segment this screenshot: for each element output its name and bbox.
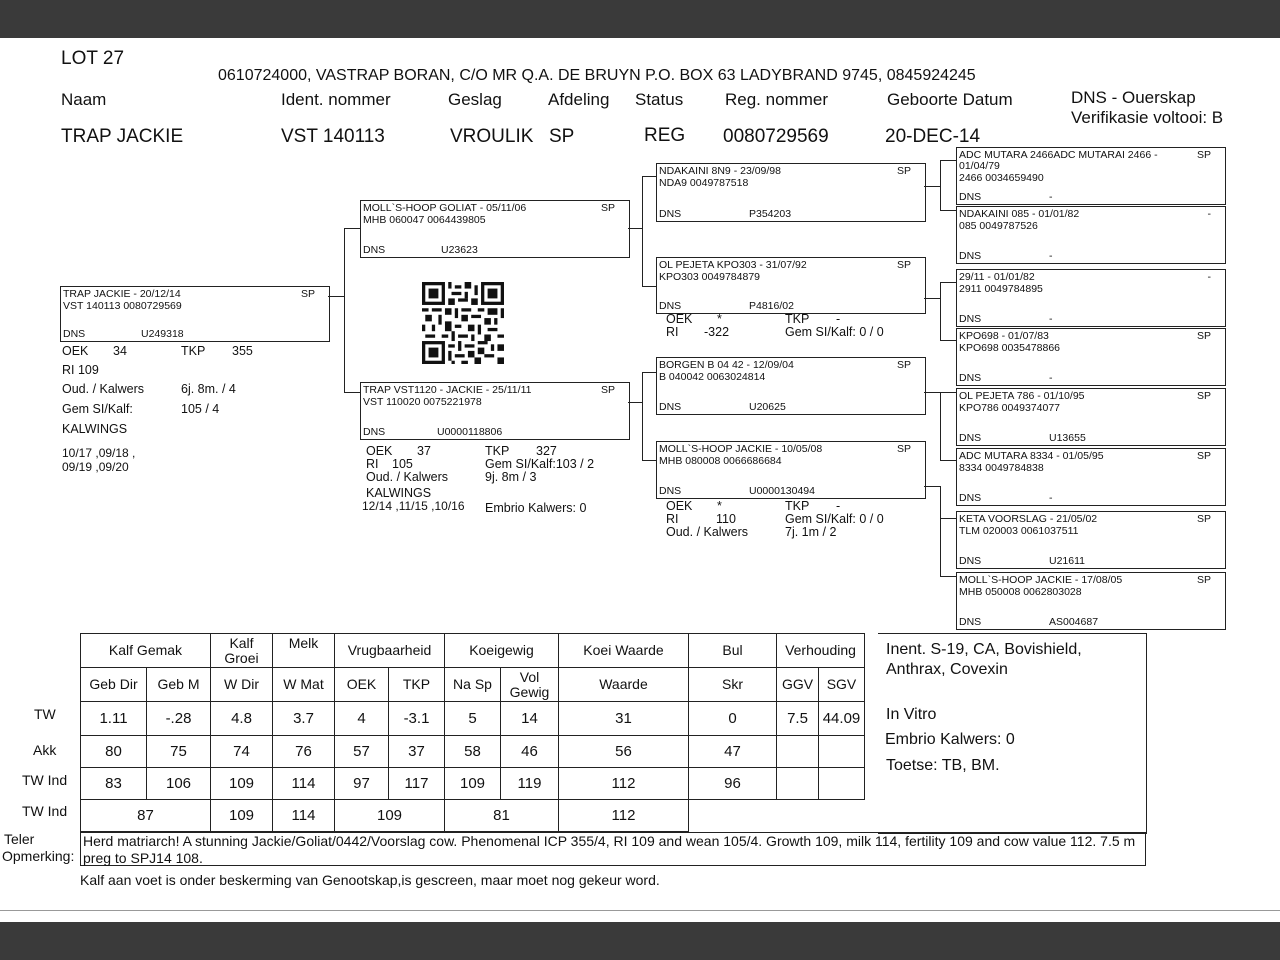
gp-dns-value: U0000130494: [749, 485, 815, 497]
connector-line: [344, 392, 360, 393]
gp-dns-value: U20625: [749, 401, 786, 413]
ggp-name: KPO698 - 01/07/83: [959, 330, 1049, 342]
twind-group-cell: 114: [273, 800, 335, 832]
sire-dns-label: DNS: [363, 244, 386, 256]
tw-cell: 5: [445, 702, 501, 736]
connector-line: [344, 228, 345, 392]
tw-cell: 3.7: [273, 702, 335, 736]
dam-tkp-value: 327: [536, 444, 557, 458]
gp-id: NDA9 0049787518: [659, 177, 749, 189]
connector-line: [924, 486, 940, 487]
sub-header: GGV: [777, 668, 819, 702]
tw-cell: 44.09: [819, 702, 865, 736]
twind-group-cell: 109: [211, 800, 273, 832]
gp-tkp-label: TKP: [785, 499, 810, 513]
ggp-id: KPO786 0049374077: [959, 402, 1061, 414]
akk-cell: 74: [211, 736, 273, 768]
animal-kalwings-2: 09/19 ,09/20: [62, 460, 129, 474]
gp-oek-label: OEK: [666, 499, 693, 513]
ggp-dns-label: DNS: [959, 432, 982, 444]
gp-sp: SP: [896, 259, 911, 271]
gp-name: BORGEN B 04 42 - 12/09/04: [659, 359, 794, 371]
ggp-dns-label: DNS: [959, 191, 982, 203]
sub-header: Na Sp: [445, 668, 501, 702]
gp-oek-value: *: [717, 312, 722, 326]
ggp-dns-value: U13655: [1049, 432, 1086, 444]
dam-oek-label: OEK: [366, 444, 393, 458]
inent-text: Inent. S-19, CA, Bovishield, Anthrax, Covexin: [886, 641, 1082, 678]
twind-cell: 119: [501, 768, 559, 800]
gp-id: KPO303 0049784879: [659, 271, 761, 283]
header-geslag: Geslag: [448, 90, 502, 109]
ggp-sp: SP: [1196, 574, 1211, 586]
top-bar: [0, 0, 1280, 38]
dam-oud-value: 9j. 8m / 3: [485, 470, 537, 484]
gp-sp: SP: [896, 165, 911, 177]
row-label-akk: Akk: [33, 742, 57, 758]
footnote: Kalf aan voet is onder beskerming van Genootskap,is gescreen, maar moet nog gekeur word.: [80, 872, 660, 888]
connector-line: [940, 486, 941, 576]
header-ident: Ident. nommer: [281, 90, 391, 109]
ggp-dns-label: DNS: [959, 492, 982, 504]
ggp-id: TLM 020003 0061037511: [959, 525, 1079, 537]
group-header: Vrugbaarheid: [335, 634, 445, 668]
ggp-sp: SP: [1196, 513, 1211, 525]
gp-tkp-label: TKP: [785, 312, 810, 326]
ggp-sp: -: [1207, 271, 1211, 283]
value-reg: 0080729569: [723, 126, 829, 147]
akk-cell: 58: [445, 736, 501, 768]
remarks-label-2: Opmerking:: [2, 848, 75, 864]
header-geboorte: Geboorte Datum: [887, 90, 1013, 109]
dam-kalwings: KALWINGS: [366, 486, 432, 500]
ggp-dns-value: -: [1049, 313, 1053, 325]
value-geboorte: 20-DEC-14: [885, 126, 981, 147]
animal-oek-value: 34: [113, 344, 127, 358]
gp-tkp-value: -: [836, 499, 841, 513]
row-label-twind-2: TW Ind: [22, 803, 68, 819]
gp-ri-label: RI: [666, 325, 679, 339]
connector-line: [642, 176, 643, 286]
sub-header: OEK: [335, 668, 389, 702]
twind-cell: [819, 768, 865, 800]
ggp-dns-value: AS004687: [1049, 616, 1099, 628]
twind-cell: 109: [445, 768, 501, 800]
gp-oek-label: OEK: [666, 312, 693, 326]
gp-oud-label: Oud. / Kalwers: [666, 525, 748, 539]
tw-cell: 31: [559, 702, 689, 736]
tw-cell: -3.1: [389, 702, 445, 736]
sub-header: SGV: [819, 668, 865, 702]
animal-gem-label: Gem SI/Kalf:: [62, 402, 133, 416]
akk-cell: 75: [147, 736, 211, 768]
ggp-name: KETA VOORSLAG - 21/05/02: [959, 513, 1098, 525]
ggp-sp: -: [1207, 208, 1211, 220]
connector-line: [924, 186, 940, 187]
ggp-name: ADC MUTARA 2466ADC MUTARAI 2466 -: [959, 149, 1158, 161]
tw-cell: 1.11: [81, 702, 147, 736]
gp-ri-label: RI: [666, 512, 679, 526]
connector-line: [940, 460, 956, 461]
gp-id: B 040042 0063024814: [659, 371, 766, 383]
dam-dns-label: DNS: [363, 426, 386, 438]
gp-gem: Gem SI/Kalf: 0 / 0: [785, 512, 884, 526]
dam-tkp-label: TKP: [485, 444, 510, 458]
akk-cell: 46: [501, 736, 559, 768]
dam-name: TRAP VST1120 - JACKIE - 25/11/11: [363, 384, 532, 396]
dam-oek-value: 37: [417, 444, 431, 458]
empty-cell: [689, 800, 777, 832]
twind-group-cell: 109: [335, 800, 445, 832]
animal-gem-value: 105 / 4: [181, 402, 220, 416]
toetse: Toetse: TB, BM.: [886, 757, 1000, 774]
gp-gem: Gem SI/Kalf: 0 / 0: [785, 325, 884, 339]
ggp-dns-value: -: [1049, 250, 1053, 262]
ggp-name: 29/11 - 01/01/82: [959, 271, 1035, 283]
row-label-twind: TW Ind: [22, 772, 68, 788]
gp-name: MOLL`S-HOOP JACKIE - 10/05/08: [659, 443, 823, 455]
remarks-label-1: Teler: [4, 831, 35, 847]
gp-oek-value: *: [717, 499, 722, 513]
tw-cell: 7.5: [777, 702, 819, 736]
gp-tkp-value: -: [836, 312, 841, 326]
pedigree-ggp-box: [956, 147, 1226, 205]
tw-cell: 4: [335, 702, 389, 736]
animal-kalwings-1: 10/17 ,09/18 ,: [62, 446, 136, 460]
sire-id: MHB 060047 0064439805: [363, 214, 486, 226]
sub-header: Geb M: [147, 668, 211, 702]
sub-header: Skr: [689, 668, 777, 702]
pedigree-sire-box: [360, 200, 630, 258]
gp-dns-value: P4816/02: [749, 300, 794, 312]
akk-cell: 76: [273, 736, 335, 768]
twind-cell: 96: [689, 768, 777, 800]
animal-name: TRAP JACKIE - 20/12/14: [63, 288, 181, 300]
sire-name: MOLL`S-HOOP GOLIAT - 05/11/06: [363, 202, 527, 214]
twind-group-cell: 112: [559, 800, 689, 832]
ggp-dns-value: -: [1049, 372, 1053, 384]
group-header: Melk: [273, 634, 335, 668]
animal-dns-value: U249318: [141, 328, 184, 340]
akk-cell: 80: [81, 736, 147, 768]
tw-cell: 4.8: [211, 702, 273, 736]
ggp-dns-label: DNS: [959, 250, 982, 262]
connector-line: [924, 392, 940, 393]
value-afdeling: SP: [549, 126, 575, 147]
remarks-text: Herd matriarch! A stunning Jackie/Goliat/0442/Voorslag cow. Phenomenal ICP 355/4, RI 109 and wean 105/4. Growth 109, milk 114, fertility 109 and cow value 112. 7.5 m preg to SPJ14 108.: [80, 832, 1146, 866]
in-vitro: In Vitro: [886, 706, 937, 723]
ggp-sp: SP: [1196, 450, 1211, 462]
breeder-info: 0610724000, VASTRAP BORAN, C/O MR Q.A. DE BRUYN P.O. BOX 63 LADYBRAND 9745, 0845924245: [218, 67, 976, 84]
twind-cell: 117: [389, 768, 445, 800]
ggp-dns-value: -: [1049, 191, 1053, 203]
connector-line: [628, 228, 642, 229]
akk-cell: 47: [689, 736, 777, 768]
animal-oud-value: 6j. 8m. / 4: [181, 382, 236, 396]
pedigree-ggp-box: [956, 328, 1226, 386]
ggp-dns-label: DNS: [959, 555, 982, 567]
group-header: Verhouding: [777, 634, 865, 668]
twind-cell: 83: [81, 768, 147, 800]
connector-line: [940, 340, 956, 341]
pedigree-gp-box: [656, 357, 926, 415]
tw-cell: -.28: [147, 702, 211, 736]
akk-cell: 56: [559, 736, 689, 768]
ggp-id: 8334 0049784838: [959, 462, 1044, 474]
ggp-name: ADC MUTARA 8334 - 01/05/95: [959, 450, 1104, 462]
connector-line: [628, 402, 642, 403]
twind-cell: [777, 768, 819, 800]
dam-sp: SP: [600, 384, 615, 396]
ggp-dns-label: DNS: [959, 616, 982, 628]
gp-name: OL PEJETA KPO303 - 31/07/92: [659, 259, 807, 271]
animal-dns-label: DNS: [63, 328, 86, 340]
animal-id: VST 140113 0080729569: [63, 300, 182, 312]
sire-dns-value: U23623: [441, 244, 478, 256]
sub-header: Vol Gewig: [501, 668, 559, 702]
bottom-bar: [0, 922, 1280, 960]
header-reg: Reg. nommer: [725, 90, 828, 109]
dam-kalwings-1: 12/14 ,11/15 ,10/16: [362, 499, 465, 513]
ggp-id: 2911 0049784895: [959, 283, 1043, 295]
sub-header: W Mat: [273, 668, 335, 702]
ggp-sp: SP: [1196, 330, 1211, 342]
ggp-sp: SP: [1196, 390, 1211, 402]
twind-cell: 109: [211, 768, 273, 800]
ggp-date: 01/04/79: [959, 160, 1000, 172]
connector-line: [642, 460, 656, 461]
gp-name: NDAKAINI 8N9 - 23/09/98: [659, 165, 781, 177]
gp-sp: SP: [896, 443, 911, 455]
connector-line: [940, 392, 941, 460]
group-header: Koeigewig: [445, 634, 559, 668]
twind-group-cell: 81: [445, 800, 559, 832]
pedigree-gp-box: [656, 257, 926, 314]
group-header: Koei Waarde: [559, 634, 689, 668]
group-header: Bul: [689, 634, 777, 668]
connector-line: [642, 176, 656, 177]
animal-oek-label: OEK: [62, 344, 89, 358]
pedigree-dam-box: [360, 382, 630, 440]
ggp-dns-label: DNS: [959, 313, 982, 325]
dam-gem: Gem SI/Kalf:103 / 2: [485, 457, 595, 471]
twind-cell: 114: [273, 768, 335, 800]
value-geslag: VROULIK: [450, 126, 534, 147]
gp-dns-label: DNS: [659, 208, 682, 220]
gp-dns-label: DNS: [659, 401, 682, 413]
connector-line: [940, 160, 941, 210]
ggp-id: MHB 050008 0062803028: [959, 586, 1082, 598]
sire-sp: SP: [600, 202, 615, 214]
connector-line: [940, 576, 956, 577]
connector-line: [940, 210, 956, 211]
connector-line: [940, 282, 956, 283]
tw-cell: 0: [689, 702, 777, 736]
ggp-name: MOLL`S-HOOP JACKIE - 17/08/05: [959, 574, 1123, 586]
ggp-name: OL PEJETA 786 - 01/10/95: [959, 390, 1085, 402]
gp-dns-label: DNS: [659, 485, 682, 497]
dam-oud-label: Oud. / Kalwers: [366, 470, 448, 484]
twind-cell: 97: [335, 768, 389, 800]
twind-group-cell: 87: [81, 800, 211, 832]
gp-ri-value: -322: [704, 325, 730, 339]
pedigree-ggp-box: [956, 269, 1226, 327]
ggp-id: 2466 0034659490: [959, 172, 1044, 184]
ggp-id: 085 0049787526: [959, 220, 1038, 232]
animal-oud-label: Oud. / Kalwers: [62, 382, 144, 396]
connector-line: [940, 392, 956, 393]
row-label-tw: TW: [34, 706, 56, 722]
value-ident: VST 140113: [281, 126, 385, 147]
gp-dns-label: DNS: [659, 300, 682, 312]
connector-line: [344, 228, 360, 229]
dam-id: VST 110020 0075221978: [363, 396, 482, 408]
lot-number: LOT 27: [61, 48, 125, 69]
sub-header: Geb Dir: [81, 668, 147, 702]
pedigree-ggp-box: [956, 572, 1226, 630]
group-header: Kalf Gemak: [81, 634, 211, 668]
dns-verifikasie: Verifikasie voltooi: B: [1071, 108, 1224, 127]
akk-cell: [819, 736, 865, 768]
connector-line: [642, 372, 656, 373]
value-status: REG: [644, 125, 686, 146]
animal-sp: SP: [300, 288, 315, 300]
sub-header: Waarde: [559, 668, 689, 702]
header-naam: Naam: [61, 90, 107, 109]
gp-oud-value: 7j. 1m / 2: [785, 525, 837, 539]
embrio-kalwers: Embrio Kalwers: 0: [885, 731, 1015, 748]
qr-code-icon: [420, 282, 506, 364]
ggp-sp: SP: [1196, 149, 1211, 161]
pedigree-animal-box: [60, 286, 330, 342]
dam-ri-label: RI: [366, 457, 379, 471]
pedigree-ggp-box: [956, 388, 1226, 446]
dam-dns-value: U0000118806: [437, 426, 503, 438]
ggp-dns-label: DNS: [959, 372, 982, 384]
gp-id: MHB 080008 0066686684: [659, 455, 782, 467]
dns-ouerskap: DNS - Ouerskap: [1071, 88, 1196, 107]
pedigree-ggp-box: [956, 511, 1226, 569]
pedigree-gp-box: [656, 441, 926, 499]
akk-cell: 57: [335, 736, 389, 768]
twind-cell: 112: [559, 768, 689, 800]
ggp-dns-value: -: [1049, 492, 1053, 504]
akk-cell: [777, 736, 819, 768]
divider: [0, 910, 1280, 911]
connector-line: [940, 518, 956, 519]
animal-kalwings: KALWINGS: [62, 422, 128, 436]
ggp-name: NDAKAINI 085 - 01/01/82: [959, 208, 1080, 220]
connector-line: [642, 372, 643, 460]
header-status: Status: [635, 90, 684, 109]
animal-tkp-value: 355: [232, 344, 253, 358]
sub-header: TKP: [389, 668, 445, 702]
pedigree-ggp-box: [956, 206, 1226, 264]
value-naam: TRAP JACKIE: [61, 126, 184, 147]
connector-line: [328, 296, 344, 297]
dam-embrio: Embrio Kalwers: 0: [485, 501, 587, 515]
sub-header: W Dir: [211, 668, 273, 702]
performance-table: [80, 633, 865, 832]
empty-cell: [777, 800, 865, 832]
pedigree-gp-box: [656, 163, 926, 222]
akk-cell: 37: [389, 736, 445, 768]
animal-ri: RI 109: [62, 363, 99, 377]
gp-ri-value: 110: [716, 512, 736, 526]
header-afdeling: Afdeling: [548, 90, 610, 109]
vaccination-info-box: [878, 633, 1147, 834]
dam-ri-value: 105: [392, 457, 413, 471]
connector-line: [924, 298, 940, 299]
connector-line: [940, 282, 941, 340]
group-header: Kalf Groei: [211, 634, 273, 668]
pedigree-ggp-box: [956, 448, 1226, 506]
gp-sp: SP: [896, 359, 911, 371]
twind-cell: 106: [147, 768, 211, 800]
animal-tkp-label: TKP: [181, 344, 206, 358]
ggp-id: KPO698 0035478866: [959, 342, 1061, 354]
connector-line: [642, 286, 656, 287]
connector-line: [940, 160, 956, 161]
ggp-dns-value: U21611: [1049, 555, 1086, 567]
gp-dns-value: P354203: [749, 208, 792, 220]
tw-cell: 14: [501, 702, 559, 736]
